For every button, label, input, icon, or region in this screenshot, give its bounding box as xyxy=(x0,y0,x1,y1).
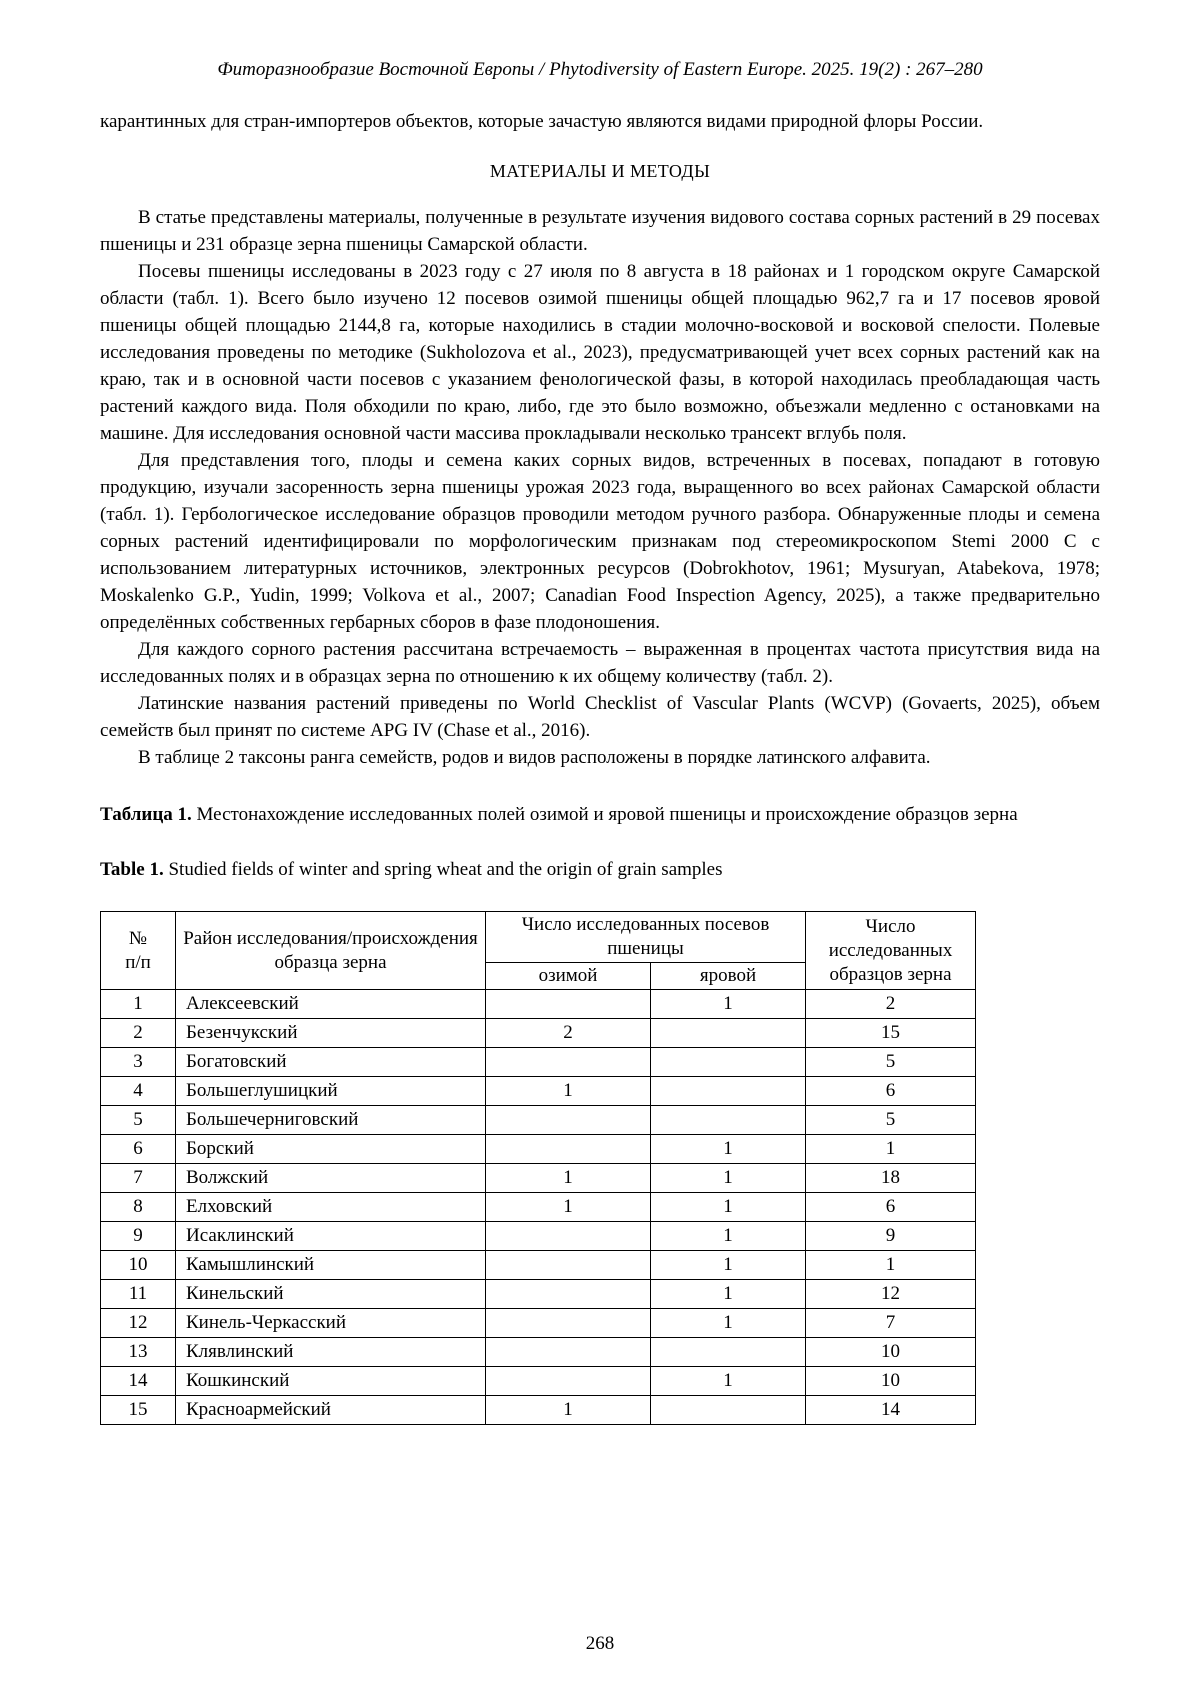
table-cell-region: Безенчукский xyxy=(176,1019,486,1048)
table-cell-num: 14 xyxy=(101,1367,176,1396)
table-row xyxy=(101,1338,976,1367)
table-cell-num: 7 xyxy=(101,1164,176,1193)
table-cell-grain: 9 xyxy=(806,1222,976,1251)
table-cell-winter: 1 xyxy=(486,1193,651,1222)
table-cell-num: 9 xyxy=(101,1222,176,1251)
table-cell-grain: 6 xyxy=(806,1193,976,1222)
table-cell-region: Кинельский xyxy=(176,1280,486,1309)
table-caption-text: Studied fields of winter and spring wheat and the origin of grain samples xyxy=(168,859,723,880)
table-cell-region: Борский xyxy=(176,1135,486,1164)
table-row xyxy=(101,1106,976,1135)
table-cell-num: 3 xyxy=(101,1048,176,1077)
paragraph: Для каждого сорного растения рассчитана встречаемость – выраженная в процентах частота присутствия вида на исследованных полях и в образцах зерна по отношению к их общему количеству (табл. 2). xyxy=(100,639,1100,687)
paragraph: Посевы пшеницы исследованы в 2023 году с 27 июля по 8 августа в 18 районах и 1 городском округе Самарской области (табл. 1). Всего было изучено 12 посевов озимой пшеницы общей площадью 962,7 га и 17 посевов яровой пшеницы общей площадью 2144,8 га, которые находились в стадии молочно-восковой и восковой спелости. Полевые исследования проведены по методике (Sukholozova et al., 2023), предусматривающей учет всех сорных растений как на краю, так и в основной части посевов с указанием фенологической фазы, в которой находилась преобладающая часть растений каждого вида. Поля обходили по краю, либо, где это было возможно, объезжали медленно с остановками на машине. Для исследования основной части массива прокладывали несколько трансект вглубь поля. xyxy=(100,261,1100,444)
table-header-spring: яровой xyxy=(651,963,806,990)
table-cell-region: Исаклинский xyxy=(176,1222,486,1251)
table-cell-winter: 2 xyxy=(486,1019,651,1048)
table-cell-region: Елховский xyxy=(176,1193,486,1222)
table-cell-spring: 1 xyxy=(651,1280,806,1309)
table-cell-region: Волжский xyxy=(176,1164,486,1193)
table-header-row xyxy=(101,912,976,963)
table-row xyxy=(101,990,976,1019)
running-head: Фиторазнообразие Восточной Европы / Phytodiversity of Eastern Europe. 2025. 19(2) : 267–280 xyxy=(217,59,983,80)
table-cell-region: Богатовский xyxy=(176,1048,486,1077)
table-row xyxy=(101,1135,976,1164)
table-header-region: Район исследования/происхождения образца зерна xyxy=(176,912,486,990)
table-cell-winter xyxy=(486,1222,651,1251)
table-cell-num: 12 xyxy=(101,1309,176,1338)
table-cell-spring xyxy=(651,1048,806,1077)
table-row xyxy=(101,1396,976,1425)
table-cell-winter: 1 xyxy=(486,1396,651,1425)
table-caption-label: Таблица 1. xyxy=(100,804,192,825)
table-cell-region: Кошкинский xyxy=(176,1367,486,1396)
table-row xyxy=(101,1193,976,1222)
table-cell-winter xyxy=(486,1309,651,1338)
paragraph: Для представления того, плоды и семена каких сорных видов, встреченных в посевах, попадают в готовую продукцию, изучали засоренность зерна пшеницы урожая 2023 года, выращенного во всех районах Самарской области (табл. 1). Гербологическое исследование образцов проводили методом ручного разбора. Обнаруженные плоды и семена сорных растений идентифицировали по морфологическим признакам под стереомикроскопом Stemi 2000 C с использованием литературных источников, электронных ресурсов (Dobrokhotov, 1961; Mysuryan, Atabekova, 1978; Moskalenko G.P., Yudin, 1999; Volkova et al., 2007; Canadian Food Inspection Agency, 2025), а также предварительно определённых собственных гербарных сборов в фазе плодоношения. xyxy=(100,450,1100,633)
table-cell-winter xyxy=(486,1280,651,1309)
table-cell-spring xyxy=(651,1338,806,1367)
table-row xyxy=(101,1251,976,1280)
table-row xyxy=(101,1019,976,1048)
table-row xyxy=(101,1222,976,1251)
table-cell-grain: 5 xyxy=(806,1048,976,1077)
table-cell-region: Алексеевский xyxy=(176,990,486,1019)
table-1 xyxy=(100,911,976,1425)
table-cell-grain: 1 xyxy=(806,1251,976,1280)
paragraph: карантинных для стран-импортеров объектов, которые зачастую являются видами природной флоры России. xyxy=(100,111,984,132)
table-cell-winter xyxy=(486,990,651,1019)
table-caption-en xyxy=(100,856,1100,883)
table-cell-spring: 1 xyxy=(651,990,806,1019)
table-cell-grain: 15 xyxy=(806,1019,976,1048)
table-cell-num: 5 xyxy=(101,1106,176,1135)
table-cell-spring xyxy=(651,1106,806,1135)
table-cell-grain: 10 xyxy=(806,1338,976,1367)
body-text xyxy=(100,108,1100,771)
table-cell-grain: 6 xyxy=(806,1077,976,1106)
table-cell-grain: 5 xyxy=(806,1106,976,1135)
table-cell-winter xyxy=(486,1367,651,1396)
table-cell-num: 13 xyxy=(101,1338,176,1367)
table-cell-winter: 1 xyxy=(486,1077,651,1106)
table-cell-spring: 1 xyxy=(651,1309,806,1338)
section-heading: МАТЕРИАЛЫ И МЕТОДЫ xyxy=(489,161,711,181)
table-cell-grain: 18 xyxy=(806,1164,976,1193)
table-cell-winter: 1 xyxy=(486,1164,651,1193)
table-row xyxy=(101,1367,976,1396)
table-cell-grain: 7 xyxy=(806,1309,976,1338)
table-cell-region: Кинель-Черкасский xyxy=(176,1309,486,1338)
table-cell-spring xyxy=(651,1077,806,1106)
table-header-num-line1: № xyxy=(128,927,148,949)
table-cell-spring: 1 xyxy=(651,1164,806,1193)
table-cell-region: Большечерниговский xyxy=(176,1106,486,1135)
paragraph: В статье представлены материалы, полученные в результате изучения видового состава сорных растений в 29 посевах пшеницы и 231 образце зерна пшеницы Самарской области. xyxy=(100,207,1100,255)
table-row xyxy=(101,1048,976,1077)
paragraph: Латинские названия растений приведены по World Checklist of Vascular Plants (WCVP) (Govaerts, 2025), объем семейств был принят по системе APG IV (Chase et al., 2016). xyxy=(100,693,1100,741)
table-caption-text: Местонахождение исследованных полей озимой и яровой пшеницы и происхождение образцов зерна xyxy=(196,804,1018,825)
table-header-grain-samples: Число исследованных образцов зерна xyxy=(806,912,976,990)
table-cell-winter xyxy=(486,1338,651,1367)
table-cell-spring: 1 xyxy=(651,1251,806,1280)
table-caption-ru xyxy=(100,801,1100,828)
table-cell-grain: 14 xyxy=(806,1396,976,1425)
table-row xyxy=(101,1164,976,1193)
table-cell-grain: 12 xyxy=(806,1280,976,1309)
paragraph: В таблице 2 таксоны ранга семейств, родов и видов расположены в порядке латинского алфавита. xyxy=(138,747,931,768)
table-cell-grain: 2 xyxy=(806,990,976,1019)
table-cell-spring: 1 xyxy=(651,1367,806,1396)
table-cell-winter xyxy=(486,1251,651,1280)
table-header-winter: озимой xyxy=(486,963,651,990)
table-cell-spring xyxy=(651,1019,806,1048)
page-number: 268 xyxy=(585,1633,615,1654)
table-cell-num: 11 xyxy=(101,1280,176,1309)
table-cell-spring xyxy=(651,1396,806,1425)
table-cell-region: Камышлинский xyxy=(176,1251,486,1280)
table-cell-spring: 1 xyxy=(651,1193,806,1222)
table-row xyxy=(101,1280,976,1309)
table-cell-winter xyxy=(486,1048,651,1077)
table-cell-spring: 1 xyxy=(651,1135,806,1164)
table-row xyxy=(101,1077,976,1106)
table-cell-winter xyxy=(486,1106,651,1135)
table-cell-winter xyxy=(486,1135,651,1164)
table-cell-spring: 1 xyxy=(651,1222,806,1251)
table-row xyxy=(101,1309,976,1338)
table-cell-num: 1 xyxy=(101,990,176,1019)
table-cell-num: 8 xyxy=(101,1193,176,1222)
table-cell-region: Клявлинский xyxy=(176,1338,486,1367)
table-cell-grain: 10 xyxy=(806,1367,976,1396)
table-cell-region: Большеглушицкий xyxy=(176,1077,486,1106)
table-cell-num: 4 xyxy=(101,1077,176,1106)
table-header-crops-group: Число исследованных посевов пшеницы xyxy=(486,912,806,963)
table-cell-region: Красноармейский xyxy=(176,1396,486,1425)
table-cell-num: 15 xyxy=(101,1396,176,1425)
table-cell-num: 10 xyxy=(101,1251,176,1280)
table-cell-num: 6 xyxy=(101,1135,176,1164)
table-caption-label: Table 1. xyxy=(100,859,164,880)
table-header-num-line2: п/п xyxy=(125,951,151,973)
table-cell-grain: 1 xyxy=(806,1135,976,1164)
table-cell-num: 2 xyxy=(101,1019,176,1048)
table-header-num xyxy=(101,912,176,990)
